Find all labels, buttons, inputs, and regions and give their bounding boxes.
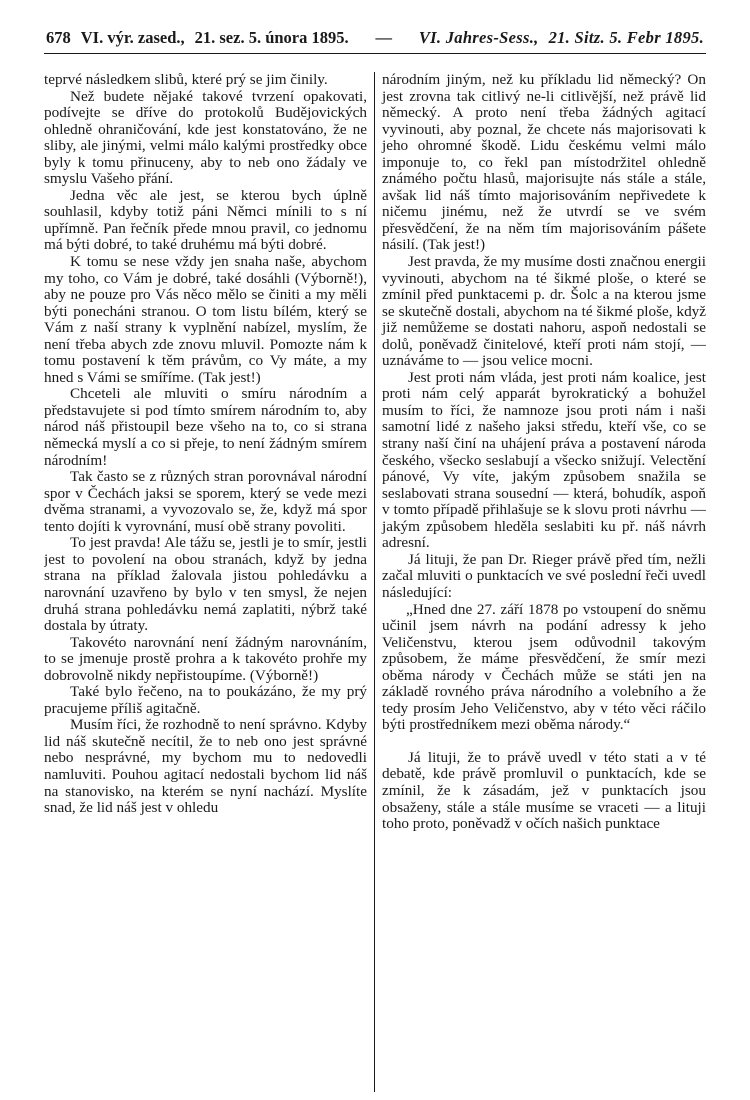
german-session: VI. Jahres-Sess.,	[418, 28, 539, 47]
page-header	[44, 28, 706, 54]
page-number: 678	[46, 28, 71, 47]
paragraph: Jedna věc ale jest, se kterou bych úplně souhlasil, kdyby totiž páni Němci mínili to s ní upřímně. Pan řečník přede mnou pravil, co jednomu má býti dobré, to také druhému má býti dobré.	[44, 186, 367, 254]
paragraph: Jest proti nám vláda, jest proti nám koalice, jest proti nám celý apparát byrokratický a bohužel musím to říci, že namnoze jsou proti nám i naši samotní lidé z našeho jaksi středu, kteří vše, co se strany naší činí na uhájení práva a postavení národa českého, všecko seslabují a všecko snižují. Velectění pánové, Vy víte, jakým způsobem snažila se seslabovati strana sousední — která, bohudík, aspoň v tomto případě přihlašuje se k slovu proti návrhu — jakým způsobem hleděla seslabiti ku př. náš návrh adresní.	[382, 368, 706, 552]
paragraph: Já lituji, že to právě uvedl v této stati a v té debatě, kde právě promluvil o punktacích, kde se zmínil, že k zásadám, jež v punktacích jsou obsaženy, stále a stále musíme se vraceti — a lituji toho proto, poněvadž v očích našich punktace	[382, 748, 706, 833]
paragraph: Tak často se z různých stran porovnával národní spor v Čechách jaksi se sporem, který se vede mezi dvěma stranami, a vyvozovalo se, že, když má spor tento dojíti k vyrovnání, musí obě strany povoliti.	[44, 468, 367, 535]
paragraph: K tomu se nese vždy jen snaha naše, abychom my toho, co Vám je dobré, také dosáhli (Výborně!), aby ne pouze pro Vás něco mělo se činiti a my měli býti ponecháni stranou. O tom listu bílém, který se Vám z naší strany k vyplnění nabízel, myslím, že není třeba abych zde znovu mluvil. Pomozte nám k tomu postavení k těm právům, co Vy máte, a my hned s Vámi se smíříme. (Tak jest!)	[44, 253, 367, 386]
text-columns	[44, 72, 706, 1092]
header-dash: —	[375, 28, 392, 47]
header-left	[46, 28, 349, 48]
czech-date: 21. sez. 5. února 1895.	[194, 28, 349, 47]
paragraph: Také bylo řečeno, na to poukázáno, že my prý pracujeme příliš agitačně.	[44, 683, 367, 717]
left-column	[44, 72, 375, 1092]
paragraph: „Hned dne 27. září 1878 po vstoupení do sněmu učinil jsem návrh na podání adressy k jeho Veličenstvu, kterou jsem odůvodnil takovým způsobem, že máme přesvědčení, že smír mezi oběma národy v Čechách může se státi jen na základě rovného práva národního a volebního a že tedy prosím Jeho Veličenstvo, aby v této věci ráčilo býti prostředníkem mezi oběma národy.“	[382, 600, 706, 734]
paragraph: Takovéto narovnání není žádným narovnáním, to se jmenuje prostě prohra a k takovéto prohře my dobrovolně nikdy nepřistoupíme. (Výborně!)	[44, 633, 367, 684]
paragraph: národním jiným, než ku příkladu lid německý? On jest zrovna tak citlivý ne-li citlivější, než právě lid německý. A proto není třeba žádných agitací vyvinouti, aby poznal, že chcete nás majorisovati k jeho ohromné škodě. Lidu českému velmi málo imponuje to, co řekl pan místodržitel ohledně známého počtu hlasů, majorisujte nás stále a stále, avšak lid náš tímto majorisováním nepřivedete k ničemu jinému, než že utvrdí se ve svém přesvědčení, že na něm tím majorisováním pášete násilí. (Tak jest!)	[382, 72, 706, 254]
czech-session: VI. výr. zased.,	[80, 28, 185, 47]
paragraph: To jest pravda! Ale tážu se, jestli je to smír, jestli jest to povolení na obou stranách, když by jedna strana na příklad žalovala jistou pohledávku a narovnání uzavřeno by bylo v ten smysl, že nejen druhá strana pohledávku nemá zaplatiti, nýbrž také dostala by útraty.	[44, 534, 367, 635]
paragraph: Musím říci, že rozhodně to není správno. Kdyby lid náš skutečně necítil, že to neb ono jest správné nebo nesprávné, my bychom mu to nedovedli namluviti. Pouhou agitací nedostali bychom lid náš na stanovisko, na kterém se nyní nachází. Myslíte snad, že lid náš jest v ohledu	[44, 716, 367, 817]
header-right	[419, 28, 704, 48]
right-column	[375, 72, 706, 1092]
paragraph: Než budete nějaké takové tvrzení opakovati, podívejte se dříve do protokolů Budějovických ohledně ohraničování, kde jest konstatováno, že ne sliby, ale jinými, velmi málo kalými prostředky obce byly k tomu přinuceny, aby to neb ono žádaly ve smyslu Vašeho přání.	[44, 87, 367, 188]
paragraph: Já lituji, že pan Dr. Rieger právě před tím, nežli začal mluviti o punktacích ve své poslední řeči uvedl následující:	[382, 550, 706, 601]
german-date: 21. Sitz. 5. Febr 1895.	[548, 28, 704, 47]
paragraph: teprvé následkem slibů, které prý se jim činily.	[44, 72, 328, 88]
paragraph: Jest pravda, že my musíme dosti značnou energii vyvinouti, abychom na té šikmé ploše, o které se zmínil před punktacemi p. dr. Šolc a na kterou jsme se skutečně dostali, abychom na té šikmé ploše, když již nemůžeme se dostati nahoru, aspoň nedostali se dolů, poněvadž činitelové, kteří proti nám stojí, — uznáváme to — jsou velice mocni.	[382, 253, 706, 370]
paragraph: Chceteli ale mluviti o smíru národním a představujete si pod tímto smírem národním to, aby národ náš přistoupil beze všeho na to, co si strana německá myslí a co si přeje, to není žádným smírem národním!	[44, 385, 367, 469]
